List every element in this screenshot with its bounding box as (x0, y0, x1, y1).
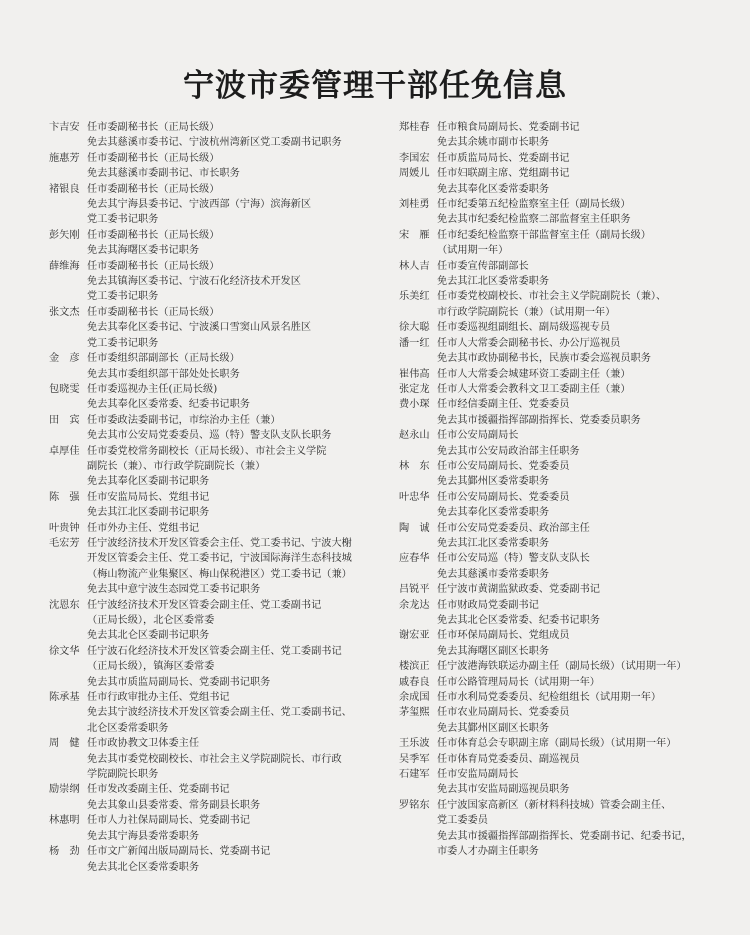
appointment-text: 免去其市委组织部干部处处长职务 (87, 368, 240, 380)
official-name: 陈承基 (49, 692, 80, 704)
appointment-entry (399, 798, 729, 860)
appointment-entry (49, 351, 394, 382)
official-name: 杨 劲 (49, 846, 80, 858)
appointment-text: 任市农业局副局长、党委委员 (437, 707, 570, 719)
appointment-text: 党工委书记职务 (87, 291, 159, 303)
appointment-text: 免去其奉化区委常委职务 (437, 507, 550, 519)
appointment-text: 任市环保局副局长、党组成员 (437, 630, 570, 642)
appointment-text: 免去其中意宁波生态园党工委书记职务 (87, 584, 261, 596)
appointment-text: 任市委组织部副部长（正局长级） (87, 353, 240, 365)
appointment-entry (399, 382, 729, 397)
official-name: 陶 诚 (399, 522, 430, 534)
appointment-entry (399, 736, 729, 751)
appointment-text: 免去其慈溪市委常委职务 (437, 568, 550, 580)
official-name: 李国宏 (399, 152, 430, 164)
official-name: 卞吉安 (49, 122, 80, 133)
official-name: 楼滨正 (399, 661, 430, 673)
appointment-text: 免去其市援疆指挥部副指挥长、党委副书记、纪委书记， (437, 830, 692, 842)
official-name: 余成国 (399, 692, 430, 704)
official-name: 谢宏亚 (399, 630, 430, 642)
appointment-entry (49, 736, 394, 782)
official-name: 褚银良 (49, 183, 80, 195)
official-name: 陈 强 (49, 491, 80, 503)
appointment-entry (49, 521, 394, 536)
appointment-text: （试用期一年） (437, 245, 509, 257)
appointment-entry (49, 690, 394, 736)
official-name: 应春华 (399, 553, 430, 565)
appointment-text: 任宁波经济技术开发区管委会副主任、党工委副书记 (87, 599, 322, 611)
appointment-text: 任市发改委副主任、党委副书记 (87, 784, 230, 796)
appointment-text: 任市委巡视办主任(正局长级) (87, 383, 218, 395)
appointment-entry (399, 705, 729, 736)
appointment-entry (399, 259, 729, 290)
appointment-text: 任市公安局党委委员、政治部主任 (437, 522, 590, 534)
appointment-entry (49, 444, 394, 490)
official-name: 毛宏芳 (49, 537, 80, 549)
official-name: 林惠明 (49, 815, 80, 827)
appointment-text: 市行政学院副院长（兼）（试用期一年） (437, 306, 616, 318)
appointment-entry (399, 151, 729, 166)
appointment-text: 免去其象山县委常委、常务副县长职务 (87, 799, 261, 811)
appointment-entry (49, 259, 394, 305)
appointment-text: 党工委委员 (437, 815, 488, 827)
appointment-entry (399, 767, 729, 798)
appointment-entry (399, 551, 729, 582)
appointment-text: 免去其北仑区委常委职务 (87, 861, 200, 873)
appointment-text: 免去其江北区委副书记职务 (87, 507, 210, 519)
appointment-text: 任市人力社保局副局长、党委副书记 (87, 815, 250, 827)
appointment-entry (49, 844, 394, 875)
appointment-text: 任市委副秘书长（正局长级） (87, 183, 220, 195)
appointment-entry (399, 598, 729, 629)
appointment-text: 任市人大常委会教科文卫工委副主任（兼） (437, 383, 631, 395)
appointment-text: 开发区管委会主任、党工委书记，宁波国际海洋生态科技城 (87, 553, 352, 565)
appointment-text: 任市水利局党委委员、纪检组组长（试用期一年） (437, 692, 662, 704)
official-name: 沈恩东 (49, 599, 80, 611)
appointment-entry (399, 521, 729, 552)
appointment-text: 免去其鄞州区副区长职务 (437, 722, 550, 734)
official-name: 潘一红 (399, 337, 430, 349)
appointment-text: 任市纪委纪检监察干部监督室主任（副局长级） (437, 229, 651, 241)
appointment-text: 免去其北仑区委副书记职务 (87, 630, 210, 642)
appointment-text: 任市经信委副主任、党委委员 (437, 399, 570, 411)
appointment-entry (399, 582, 729, 597)
appointment-text: 免去其慈溪市委书记、宁波杭州湾新区党工委副书记职务 (87, 137, 342, 149)
appointment-text: 免去其市政协副秘书长，民族市委会巡视员职务 (437, 353, 651, 365)
appointment-entry (399, 490, 729, 521)
appointment-text: 任市公安局巡（特）警支队支队长 (437, 553, 590, 565)
appointment-text: 任市委政法委副书记，市综治办主任（兼） (87, 414, 281, 426)
appointment-text: 北仑区委常委职务 (87, 722, 169, 734)
appointment-entry (49, 813, 394, 844)
appointment-text: 任市外办主任、党组书记 (87, 522, 200, 534)
appointment-text: 任市委宣传部副部长 (437, 260, 529, 272)
appointment-text: 市委人才办副主任职务 (437, 846, 539, 858)
appointment-text: （正局长级），北仑区委常委 (87, 615, 215, 626)
appointment-text: 任宁波港海铁联运办副主任（副局长级）（试用期一年） (437, 661, 687, 673)
appointment-text: 免去其宁海县委常委职务 (87, 830, 200, 842)
appointment-text: 任宁波石化经济技术开发区管委会副主任、党工委副书记 (87, 645, 342, 657)
appointment-text: 任市粮食局副局长、党委副书记 (437, 122, 580, 133)
appointment-text: 党工委书记职务 (87, 214, 159, 226)
official-name: 彭矢刚 (49, 229, 80, 241)
official-name: 茅玺熙 (399, 707, 430, 719)
official-name: 周 健 (49, 738, 80, 750)
official-name: 崔伟高 (399, 368, 430, 380)
appointment-text: 免去其江北区委常委职务 (437, 276, 550, 288)
official-name: 乐美红 (399, 291, 430, 303)
appointment-text: 免去其镇海区委书记、宁波石化经济技术开发区 (87, 276, 301, 288)
appointment-text: 免去其市公安局政治部主任职务 (437, 445, 580, 457)
appointment-text: 任市公安局副局长 (437, 430, 519, 442)
appointment-text: 免去其市委党校副校长、市社会主义学院副院长、市行政 (87, 753, 342, 765)
appointment-entry (399, 659, 729, 674)
official-name: 叶忠华 (399, 491, 430, 503)
appointment-entry (399, 675, 729, 690)
official-name: 金 彦 (49, 353, 80, 365)
appointment-entry (49, 782, 394, 813)
official-name: 郑桂春 (399, 122, 430, 133)
appointment-text: 免去其市质监局副局长、党委副书记职务 (87, 676, 271, 688)
appointment-text: （正局长级），镇海区委常委 (87, 661, 215, 673)
appointment-entry (399, 367, 729, 382)
official-name: 余龙达 (399, 599, 430, 611)
appointment-text: 任宁波国家高新区（新材料科技城）管委会副主任、 (437, 799, 672, 811)
official-name: 施惠芳 (49, 152, 80, 164)
official-name: 王乐波 (399, 738, 430, 750)
appointment-text: 免去其市援疆指挥部副指挥长、党委委员职务 (437, 414, 641, 426)
official-name: 刘桂勇 (399, 199, 430, 211)
appointment-text: 免去其市安监局副巡视员职务 (437, 784, 570, 796)
appointment-text: 学院副院长职务 (87, 769, 159, 781)
official-name: 宋 雁 (399, 229, 430, 241)
official-name: 包晓雯 (49, 383, 80, 395)
official-name: 张文杰 (49, 306, 80, 318)
right-column (399, 120, 729, 860)
appointment-entry (399, 752, 729, 767)
appointment-text: 免去其海曙区副区长职务 (437, 645, 550, 657)
appointment-entry (49, 182, 394, 228)
appointment-text: 免去其海曙区委书记职务 (87, 245, 200, 257)
official-name: 赵永山 (399, 430, 430, 442)
appointment-text: 党工委书记职务 (87, 337, 159, 349)
appointment-text: 任市政协教文卫体委主任 (87, 738, 200, 750)
appointment-text: 免去其市公安局党委委员、巡（特）警支队支队长职务 (87, 430, 332, 442)
official-name: 徐大聪 (399, 322, 430, 334)
appointment-text: 免去其奉化区委副书记职务 (87, 476, 210, 488)
appointment-entry (49, 413, 394, 444)
appointment-entry (49, 120, 394, 151)
appointment-text: 任市体育总会专职副主席（副局长级）（试用期一年） (437, 738, 677, 750)
appointment-entry (49, 305, 394, 351)
appointment-text: 任市人大常委会副秘书长、办公厅巡视员 (437, 337, 621, 349)
appointment-text: 任市委副秘书长（正局长级） (87, 152, 220, 164)
appointment-text: 任市委党校副校长、市社会主义学院副院长（兼）、 (437, 291, 667, 303)
appointment-text: 免去其宁海县委书记、宁波西部（宁海）滨海新区 (87, 199, 312, 211)
appointment-text: 任市公安局副局长、党委委员 (437, 460, 570, 472)
appointment-text: 免去其奉化区委常委职务 (437, 183, 550, 195)
appointment-entry (49, 490, 394, 521)
official-name: 林 东 (399, 460, 430, 472)
appointment-text: 任市委副秘书长（正局长级） (87, 260, 220, 272)
appointment-entry (49, 536, 394, 598)
official-name: 罗铭东 (399, 799, 430, 811)
appointment-text: 任市行政审批办主任、党组书记 (87, 692, 230, 704)
appointment-entry (399, 228, 729, 259)
appointment-text: 任市公安局副局长、党委委员 (437, 491, 570, 503)
appointment-entry (399, 459, 729, 490)
appointment-text: 任市委副秘书长（正局长级） (87, 122, 220, 133)
appointment-text: 任市公路管理局局长（试用期一年） (437, 676, 600, 688)
appointment-text: 任市委副秘书长（正局长级） (87, 306, 220, 318)
appointment-text: 免去其江北区委常委职务 (437, 537, 550, 549)
appointment-text: 任市质监局局长、党委副书记 (437, 152, 570, 164)
appointment-text: 任市安监局局长、党组书记 (87, 491, 210, 503)
appointment-entry (399, 289, 729, 320)
appointment-text: 免去其北仑区委常委、纪委书记职务 (437, 615, 600, 626)
appointment-text: 任市安监局副局长 (437, 769, 519, 781)
appointment-text: 免去其奉化区委常委、纪委书记职务 (87, 399, 250, 411)
appointment-text: 免去其慈溪市委副书记、市长职务 (87, 168, 240, 180)
appointment-text: 免去其市纪委纪检监察二部监督室主任职务 (437, 214, 631, 226)
page-title: 宁波市委管理干部任免信息 (183, 68, 567, 104)
appointment-text: 免去其余姚市副市长职务 (437, 137, 550, 149)
appointment-entry (399, 120, 729, 151)
left-column (49, 120, 394, 875)
official-name: 徐文华 (49, 645, 80, 657)
official-name: 田 宾 (49, 414, 80, 426)
appointment-text: 任市财政局党委副书记 (437, 599, 539, 611)
appointment-text: 任市体育局党委委员、副巡视员 (437, 753, 580, 765)
appointment-entry (399, 336, 729, 367)
appointment-text: 任市委巡视组副组长、副局级巡视专员 (437, 322, 611, 334)
official-name: 石建军 (399, 769, 430, 781)
appointment-entry (399, 690, 729, 705)
appointment-entry (399, 197, 729, 228)
appointment-entry (399, 428, 729, 459)
official-name: 林人吉 (399, 260, 430, 272)
appointment-text: 任市妇联副主席、党组副书记 (437, 168, 570, 180)
appointment-text: 任市文广新闻出版局副局长、党委副书记 (87, 846, 271, 858)
appointment-text: 任市委党校常务副校长（正局长级）、市社会主义学院 (87, 445, 327, 457)
appointment-entry (399, 628, 729, 659)
official-name: 吕锐平 (399, 584, 430, 596)
official-name: 周媛儿 (399, 168, 430, 180)
appointment-text: 任宁波经济技术开发区管委会主任、党工委书记、宁波大榭 (87, 537, 352, 549)
appointment-text: 副院长（兼）、市行政学院副院长（兼） (87, 460, 266, 472)
appointment-entry (49, 228, 394, 259)
appointment-entry (399, 166, 729, 197)
appointment-entry (49, 644, 394, 690)
official-name: 励崇纲 (49, 784, 80, 796)
appointment-text: 任市人大常委会城建环资工委副主任（兼） (437, 368, 631, 380)
official-name: 卓厚佳 (49, 445, 80, 457)
appointment-entry (399, 320, 729, 335)
appointment-text: （梅山物流产业集聚区、梅山保税港区）党工委书记（兼） (87, 568, 352, 580)
official-name: 张定龙 (399, 383, 430, 395)
official-name: 费小琛 (399, 399, 430, 411)
appointment-entry (49, 598, 394, 644)
appointment-text: 免去其鄞州区委常委职务 (437, 476, 550, 488)
official-name: 戚春良 (399, 676, 430, 688)
official-name: 吴季军 (399, 753, 430, 765)
appointment-text: 免去其奉化区委书记、宁波溪口雪窦山风景名胜区 (87, 322, 312, 334)
appointment-text: 免去其宁波经济技术开发区管委会副主任、党工委副书记、 (87, 707, 352, 719)
appointment-entry (49, 151, 394, 182)
appointment-text: 任市纪委第五纪检监察室主任（副局长级） (437, 199, 631, 211)
appointment-entry (399, 397, 729, 428)
official-name: 叶贵钟 (49, 522, 80, 534)
appointment-entry (49, 382, 394, 413)
appointment-text: 任市委副秘书长（正局长级） (87, 229, 220, 241)
appointment-text: 任宁波市黄湖监狱政委、党委副书记 (437, 584, 600, 596)
official-name: 薛维海 (49, 260, 80, 272)
